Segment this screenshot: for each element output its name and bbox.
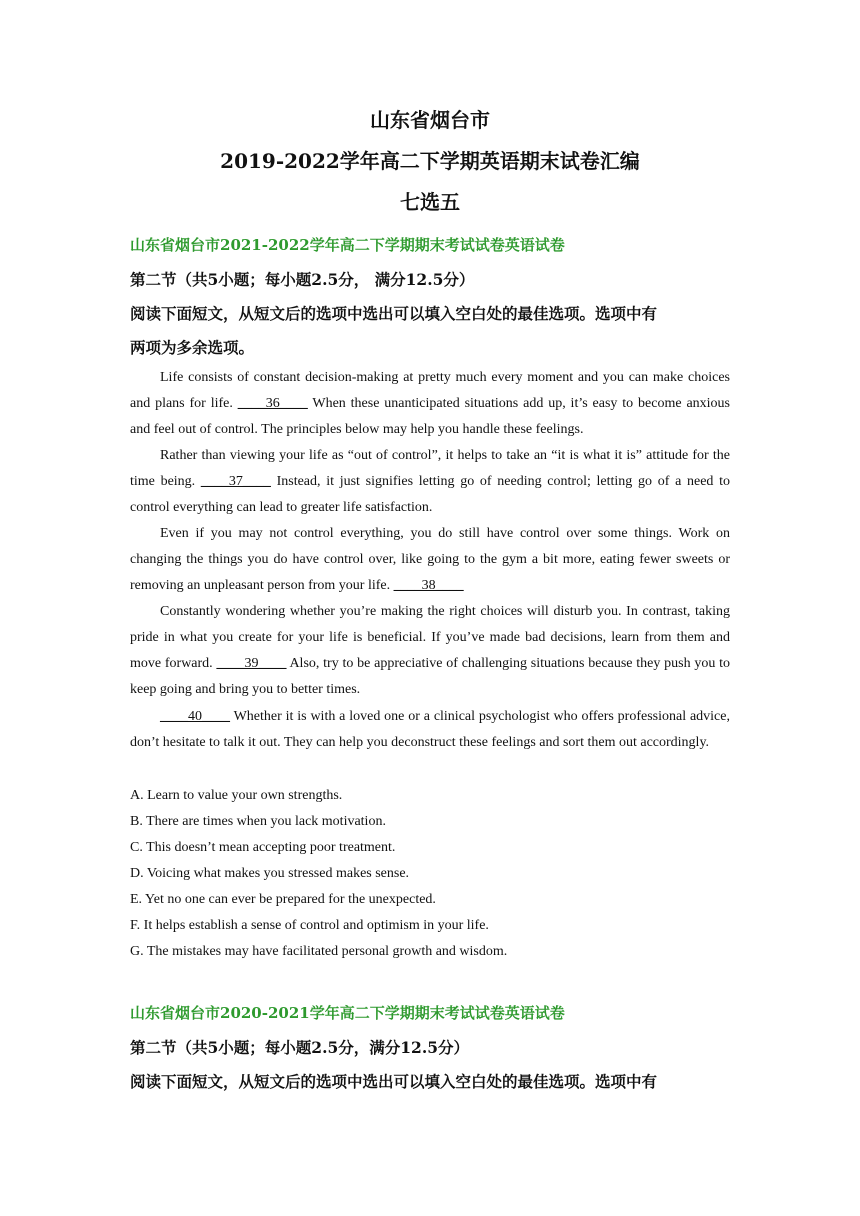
- section2-instruction-line1: 阅读下面短文，从短文后的选项中选出可以填入空白处的最佳选项。选项中有: [130, 1072, 658, 1091]
- title-topic: 七选五: [400, 190, 460, 214]
- title-collection: 2019-2022学年高二下学期英语期末试卷汇编: [220, 149, 640, 173]
- passage-paragraph-1: [130, 365, 730, 443]
- section1-instruction-line1: 阅读下面短文，从短文后的选项中选出可以填入空白处的最佳选项。选项中有: [130, 304, 658, 323]
- section2-part: 第二节（共5小题；每小题2.5分，满分12.5分）: [130, 1038, 470, 1057]
- option-b: B. There are times when you lack motivation.: [130, 814, 386, 829]
- paragraph-text: Also, try to be appreciative of challenging situations because they push you to keep going and bring you to better times.: [130, 656, 730, 697]
- paragraph-text: Life consists of constant decision-making at pretty much every moment and you can make choices and plans for life.: [130, 370, 730, 411]
- passage-paragraph-5: [130, 704, 730, 756]
- option-e: E. Yet no one can ever be prepared for the unexpected.: [130, 892, 436, 907]
- title-region: 山东省烟台市: [370, 108, 490, 132]
- passage-paragraph-4: [130, 599, 730, 703]
- blank-40: ____40____: [160, 709, 230, 724]
- paragraph-text: Instead, it just signifies letting go of needing control; letting go of a need to control everything can lead to greater life satisfaction.: [130, 474, 730, 515]
- option-g: G. The mistakes may have facilitated personal growth and wisdom.: [130, 944, 508, 959]
- paragraph-text: Constantly wondering whether you’re making the right choices will disturb you. In contrast, taking pride in what you create for your life is beneficial. If you’ve made bad decisions, learn from them and move forward.: [130, 604, 730, 671]
- paragraph-text: Even if you may not control everything, you do still have control over some things. Work on changing the things you do have control over, like going to the gym a bit more, eating fewer sweets or removing an unpleasant person from your life.: [130, 526, 730, 593]
- blank-37: ____37____: [200, 474, 271, 489]
- paragraph-text: When these unanticipated situations add up, it’s easy to become anxious and feel out of control. The principles below may help you handle these feelings.: [130, 396, 731, 437]
- section1-instruction-line2: 两项为多余选项。: [130, 338, 255, 357]
- option-c: C. This doesn’t mean accepting poor treatment.: [130, 840, 396, 855]
- blank-39: ____39____: [216, 656, 287, 671]
- blank-36: ____36____: [237, 396, 308, 411]
- section2-source: 山东省烟台市2020-2021学年高二下学期期末考试试卷英语试卷: [130, 1004, 565, 1022]
- passage-paragraph-3: [130, 521, 730, 599]
- section1-source: 山东省烟台市2021-2022学年高二下学期期末考试试卷英语试卷: [130, 236, 565, 254]
- blank-38: ____38____: [393, 578, 464, 593]
- option-d: D. Voicing what makes you stressed makes sense.: [130, 866, 410, 881]
- passage-paragraph-2: [130, 443, 730, 521]
- option-f: F. It helps establish a sense of control and optimism in your life.: [130, 918, 489, 933]
- option-a: A. Learn to value your own strengths.: [130, 788, 343, 803]
- paragraph-text: Whether it is with a loved one or a clinical psychologist who offers professional advice, don’t hesitate to talk it out. They can help you deconstruct these feelings and sort them out accordingly.: [130, 709, 730, 750]
- section1-part: 第二节（共5小题；每小题2.5分， 满分12.5分）: [130, 270, 475, 289]
- paragraph-text: Rather than viewing your life as “out of control”, it helps to take an “it is what it is” attitude for the time being.: [130, 448, 730, 489]
